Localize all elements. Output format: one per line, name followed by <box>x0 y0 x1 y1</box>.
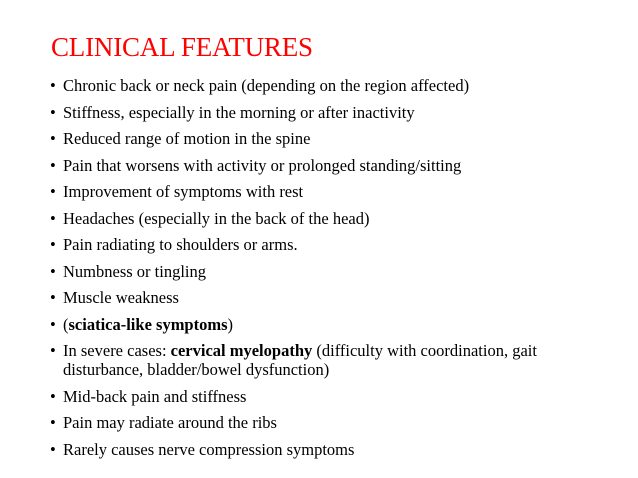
bullet-icon: • <box>50 341 56 360</box>
text-segment: (difficulty with coordination, gait disturbance, bladder/bowel dysfunction) <box>63 341 537 379</box>
list-item <box>50 76 610 95</box>
bullet-icon: • <box>50 102 56 122</box>
bullet-icon: • <box>50 208 56 228</box>
text-segment: ( <box>63 314 69 334</box>
list-item <box>50 262 610 281</box>
list-item-text <box>63 341 610 379</box>
list-item-text: Stiffness, especially in the morning or after inactivity <box>63 102 415 122</box>
list-item-text: Pain may radiate around the ribs <box>63 413 277 432</box>
text-segment: In severe cases: <box>63 341 171 360</box>
list-item-text <box>63 315 610 334</box>
list-item-text: Rarely causes nerve compression symptoms <box>63 439 355 459</box>
bullet-icon: • <box>50 155 56 175</box>
list-item <box>50 413 610 432</box>
bullet-icon: • <box>50 439 56 459</box>
list-item <box>50 156 610 175</box>
text-segment: ) <box>227 314 234 334</box>
list-item <box>50 288 610 307</box>
list-item-text: Pain that worsens with activity or prolonged standing/sitting <box>63 155 462 175</box>
bullet-icon: • <box>50 261 56 281</box>
bullet-icon: • <box>50 235 56 254</box>
list-item <box>50 129 610 148</box>
list-item <box>50 440 610 459</box>
list-item-text: Pain radiating to shoulders or arms. <box>63 235 298 254</box>
list-item <box>50 235 610 254</box>
list-item <box>50 341 610 379</box>
list-item-text: Numbness or tingling <box>63 261 206 281</box>
bullet-list <box>50 76 610 466</box>
bold-term: sciatica-like symptoms <box>68 314 228 334</box>
list-item-text: Mid-back pain and stiffness <box>63 386 247 406</box>
list-item <box>50 315 610 334</box>
bullet-icon: • <box>50 288 56 307</box>
list-item-text: Headaches (especially in the back of the head) <box>63 208 370 228</box>
bullet-icon: • <box>50 76 56 95</box>
bullet-icon: • <box>50 413 56 432</box>
list-item <box>50 182 610 201</box>
bullet-icon: • <box>50 386 56 406</box>
list-item-text: Improvement of symptoms with rest <box>63 182 304 201</box>
list-item-text: Muscle weakness <box>63 288 179 307</box>
list-item-text: Chronic back or neck pain (depending on the region affected) <box>63 76 470 95</box>
list-item <box>50 103 610 122</box>
list-item <box>50 387 610 406</box>
bullet-icon: • <box>50 129 56 148</box>
bullet-icon: • <box>50 314 56 334</box>
slide-title: CLINICAL FEATURES <box>51 32 313 62</box>
bold-term: cervical myelopathy <box>170 341 313 360</box>
list-item-text: Reduced range of motion in the spine <box>63 129 311 148</box>
list-item <box>50 209 610 228</box>
bullet-icon: • <box>50 182 56 201</box>
